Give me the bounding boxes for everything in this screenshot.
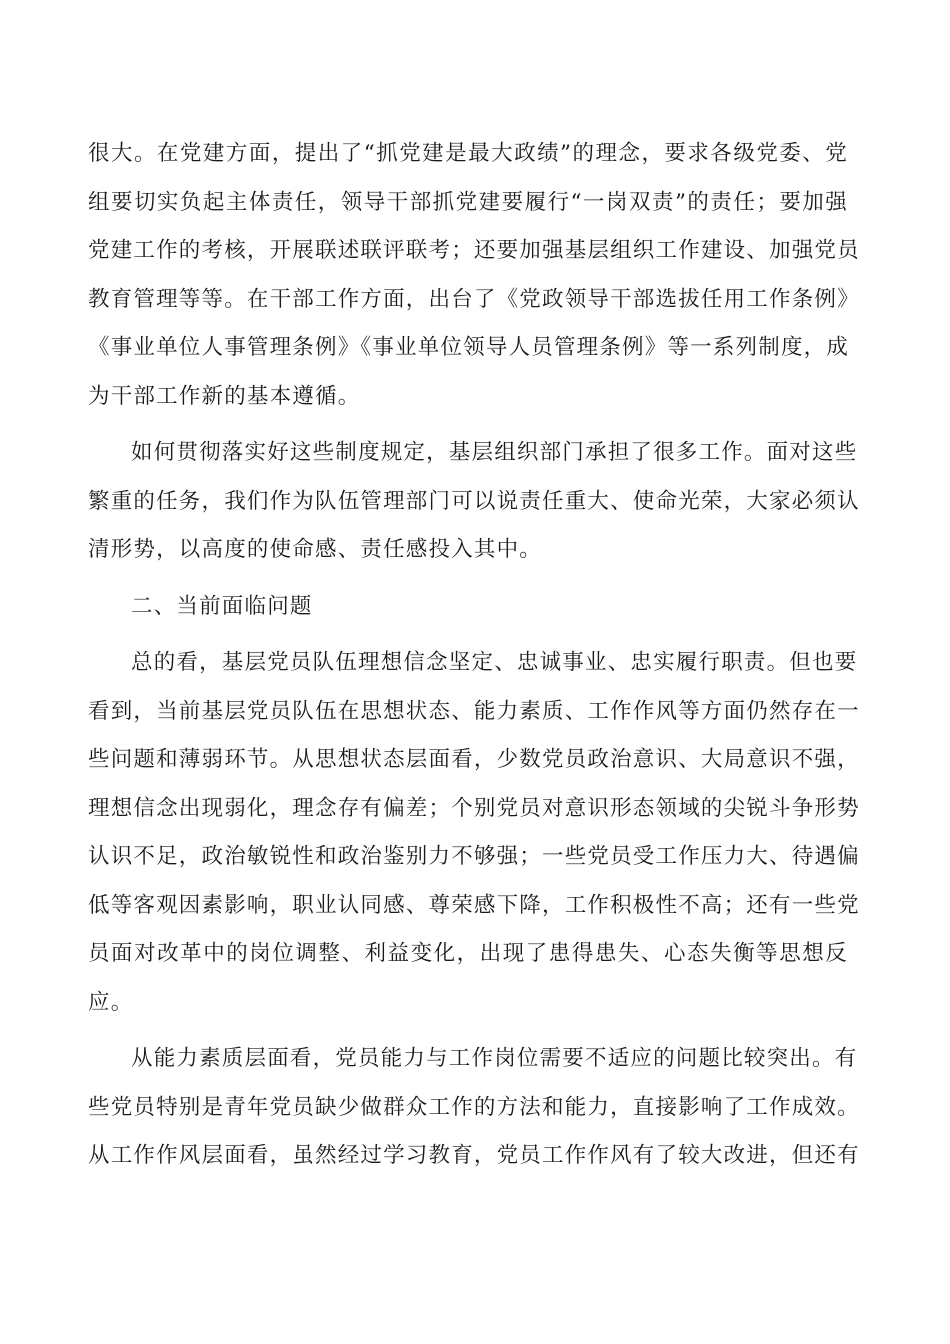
text-line: 很大。在党建方面，提出了“抓党建是最大政绩”的理念，要求各级党委、党 (88, 141, 848, 166)
text-line: 低等客观因素影响，职业认同感、尊荣感下降，工作积极性不高；还有一些党 (88, 892, 860, 918)
text-line: 教育管理等等。在干部工作方面，出台了《党政领导干部选拔任用工作条例》 (88, 286, 860, 312)
paragraph-1 (88, 130, 860, 421)
text-line: 党建工作的考核，开展联述联评联考；还要加强基层组织工作建设、加强党员 (88, 238, 860, 263)
text-line: 从能力素质层面看，党员能力与工作岗位需要不适应的问题比较突出。有 (131, 1046, 858, 1071)
paragraph-2 (88, 429, 860, 575)
text-line: 看到，当前基层党员队伍在思想状态、能力素质、工作作风等方面仍然存在一 (88, 698, 860, 724)
text-line: 如何贯彻落实好这些制度规定，基层组织部门承担了很多工作。面对这些 (131, 440, 858, 465)
text-line: 些党员特别是青年党员缺少做群众工作的方法和能力，直接影响了工作成效。 (88, 1094, 860, 1120)
text-line: 清形势，以高度的使命感、责任感投入其中。 (88, 537, 543, 562)
text-line: 些问题和薄弱环节。从思想状态层面看，少数党员政治意识、大局意识不强， (88, 747, 860, 772)
text-line: 总的看，基层党员队伍理想信念坚定、忠诚事业、忠实履行职责。但也要 (131, 650, 858, 675)
section-heading (88, 583, 848, 632)
text-line: 《事业单位人事管理条例》《事业单位领导人员管理条例》等一系列制度，成 (88, 335, 850, 360)
text-line: 应。 (88, 989, 134, 1015)
text-line: 组要切实负起主体责任，领导干部抓党建要履行“一岗双责”的责任；要加强 (88, 189, 848, 215)
heading-text: 二、当前面临问题 (131, 593, 313, 619)
text-line: 为干部工作新的基本遵循。 (88, 383, 361, 409)
text-line: 从工作作风层面看，虽然经过学习教育，党员工作作风有了较大改进，但还有 (88, 1143, 860, 1168)
text-line: 员面对改革中的岗位调整、利益变化，出现了患得患失、心态失衡等思想反 (88, 941, 848, 966)
text-line: 理想信念出现弱化，理念存有偏差；个别党员对意识形态领域的尖锐斗争形势 (88, 795, 860, 821)
paragraph-4 (88, 1035, 860, 1181)
text-line: 认识不足，政治敏锐性和政治鉴别力不够强；一些党员受工作压力大、待遇偏 (88, 844, 860, 869)
document-body (88, 130, 860, 1189)
paragraph-3 (88, 639, 860, 1027)
text-line: 繁重的任务，我们作为队伍管理部门可以说责任重大、使命光荣，大家必须认 (88, 488, 860, 514)
